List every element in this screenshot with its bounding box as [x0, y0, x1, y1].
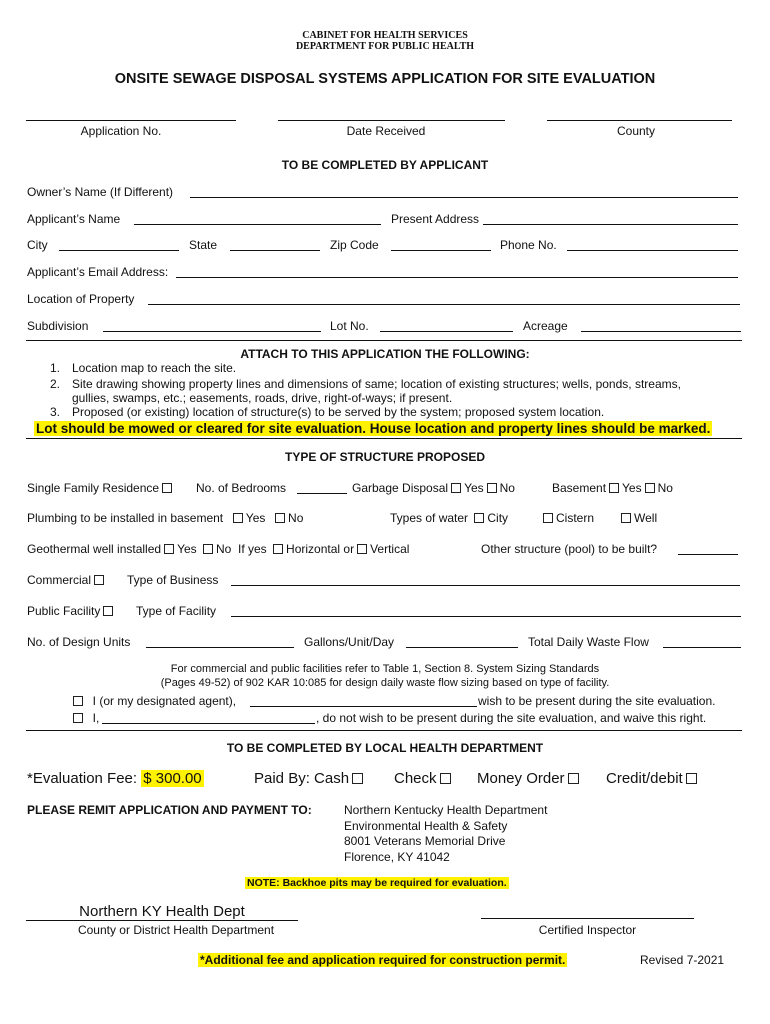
remit-line: Florence, KY 41042 — [344, 850, 450, 864]
basement-no-checkbox[interactable] — [645, 483, 655, 493]
single-family-option — [27, 481, 175, 495]
waive-present-checkbox[interactable] — [73, 713, 83, 723]
water-type-label: Types of water — [390, 511, 469, 525]
plumbing-no-checkbox[interactable] — [275, 513, 285, 523]
design-units-label: No. of Design Units — [27, 635, 131, 649]
agency-line-1: CABINET FOR HEALTH SERVICES — [302, 30, 468, 41]
horizontal-label: Horizontal — [286, 542, 341, 556]
location-input[interactable] — [148, 292, 740, 305]
sizing-note-line-2: (Pages 49-52) of 902 KAR 10:085 for design daily waste flow sizing based on type of facility. — [160, 677, 610, 689]
type-business-label: Type of Business — [127, 573, 219, 587]
wish-present-checkbox[interactable] — [73, 696, 83, 706]
plumbing-yes-checkbox[interactable] — [233, 513, 243, 523]
present-address-label: Present Address — [391, 212, 480, 226]
subdivision-input[interactable] — [103, 319, 321, 332]
type-facility-label: Type of Facility — [136, 604, 217, 618]
water-type-group — [390, 511, 508, 525]
acreage-input[interactable] — [581, 319, 741, 332]
state-label: State — [189, 238, 218, 252]
application-no-label: Application No. — [80, 124, 162, 138]
money-order-checkbox[interactable] — [568, 773, 579, 784]
single-family-checkbox[interactable] — [162, 483, 172, 493]
vertical-checkbox[interactable] — [357, 544, 367, 554]
fee-label: *Evaluation Fee: — [27, 770, 138, 787]
yes-label: Yes — [464, 481, 484, 495]
plumbing-label: Plumbing to be installed in basement — [27, 511, 224, 525]
zip-label: Zip Code — [330, 238, 379, 252]
remit-line: Environmental Health & Safety — [344, 819, 508, 833]
structure-heading: TYPE OF STRUCTURE PROPOSED — [284, 450, 486, 464]
owners-name-label: Owner’s Name (If Different) — [27, 185, 174, 199]
water-cistern-checkbox[interactable] — [543, 513, 553, 523]
applicants-name-label: Applicant’s Name — [27, 212, 121, 226]
water-city-checkbox[interactable] — [474, 513, 484, 523]
single-family-label: Single Family Residence — [27, 481, 160, 495]
commercial-checkbox[interactable] — [94, 575, 104, 585]
zip-input[interactable] — [391, 238, 491, 251]
money-order-option — [477, 770, 582, 787]
city-label: City — [27, 238, 48, 252]
state-input[interactable] — [230, 238, 320, 251]
present-option-2 — [70, 711, 99, 725]
no-label: No — [215, 542, 232, 556]
remit-line: 8001 Veterans Memorial Drive — [344, 834, 506, 848]
basement-label: Basement — [552, 481, 607, 495]
public-facility-option — [27, 604, 116, 618]
credit-option — [606, 770, 700, 787]
type-facility-input[interactable] — [231, 604, 741, 617]
remit-line: Northern Kentucky Health Department — [344, 803, 548, 817]
lot-label: Lot No. — [330, 319, 369, 333]
section-divider — [26, 730, 742, 731]
waive-text-b: , do not wish to be present during the site evaluation, and waive this right. — [316, 711, 707, 725]
check-option — [394, 770, 454, 787]
county-health-dept-value: Northern KY Health Dept — [79, 903, 245, 920]
agent-name-input[interactable] — [250, 694, 477, 707]
paid-by-label: Paid By: — [254, 770, 310, 787]
gallons-input[interactable] — [406, 635, 518, 648]
cash-checkbox[interactable] — [352, 773, 363, 784]
revision-date: Revised 7-2021 — [640, 953, 725, 967]
phone-label: Phone No. — [500, 238, 557, 252]
yes-label: Yes — [622, 481, 642, 495]
geothermal-yes-checkbox[interactable] — [164, 544, 174, 554]
county-input[interactable] — [547, 108, 732, 121]
garbage-no-checkbox[interactable] — [487, 483, 497, 493]
application-no-input[interactable] — [26, 108, 236, 121]
location-label: Location of Property — [27, 292, 135, 306]
water-cistern-label: Cistern — [556, 511, 595, 525]
additional-fee-note: *Additional fee and application required for construction permit. — [200, 953, 566, 967]
city-input[interactable] — [59, 238, 179, 251]
attach-item: Site drawing showing property lines and dimensions of same; location of existing structures; wells, ponds, streams, — [72, 377, 681, 391]
horizontal-checkbox[interactable] — [273, 544, 283, 554]
total-flow-label: Total Daily Waste Flow — [528, 635, 649, 649]
public-facility-label: Public Facility — [27, 604, 101, 618]
money-order-label: Money Order — [477, 770, 565, 787]
public-facility-checkbox[interactable] — [103, 606, 113, 616]
section-divider — [26, 438, 742, 439]
total-flow-input[interactable] — [663, 635, 741, 648]
geothermal-no-checkbox[interactable] — [203, 544, 213, 554]
health-dept-heading: TO BE COMPLETED BY LOCAL HEALTH DEPARTMENT — [226, 741, 544, 755]
design-units-input[interactable] — [146, 635, 294, 648]
water-well-label: Well — [634, 511, 658, 525]
date-received-label: Date Received — [346, 124, 426, 138]
wish-present-text-a: I (or my designated agent), — [92, 694, 237, 708]
owners-name-input[interactable] — [190, 185, 738, 198]
attach-item-continued: gullies, swamps, etc.; easements, roads, drive, right-of-ways; if present. — [72, 391, 453, 405]
cash-label: Cash — [314, 770, 350, 787]
or-label: or — [343, 542, 355, 556]
credit-checkbox[interactable] — [686, 773, 697, 784]
applicants-name-input[interactable] — [134, 212, 381, 225]
no-label: No — [288, 511, 304, 525]
garbage-yes-checkbox[interactable] — [451, 483, 461, 493]
credit-label: Credit/debit — [606, 770, 683, 787]
mowing-highlight-note: Lot should be mowed or cleared for site evaluation. House location and property lines should be marked. — [36, 421, 711, 436]
other-structure-input[interactable] — [678, 542, 738, 555]
gallons-label: Gallons/Unit/Day — [304, 635, 395, 649]
plumbing-group — [27, 511, 303, 525]
signature-line — [26, 920, 298, 921]
waive-text-a: I, — [92, 711, 100, 725]
check-checkbox[interactable] — [440, 773, 451, 784]
certified-inspector-label: Certified Inspector — [538, 923, 637, 937]
present-address-input[interactable] — [483, 212, 738, 225]
garbage-disposal-label: Garbage Disposal — [352, 481, 449, 495]
water-cistern-option — [540, 511, 594, 525]
section-divider — [26, 340, 742, 341]
basement-group — [552, 481, 673, 495]
garbage-disposal-group — [352, 481, 515, 495]
check-label: Check — [394, 770, 437, 787]
commercial-label: Commercial — [27, 573, 92, 587]
yes-label: Yes — [177, 542, 197, 556]
type-business-input[interactable] — [231, 573, 740, 586]
if-yes-label: If yes — [238, 542, 267, 556]
phone-input[interactable] — [567, 238, 738, 251]
no-label: No — [657, 481, 673, 495]
present-option-1 — [70, 694, 236, 708]
bedrooms-input[interactable] — [297, 481, 347, 494]
geothermal-label: Geothermal well installed — [27, 542, 162, 556]
water-well-checkbox[interactable] — [621, 513, 631, 523]
attach-item-num: 2. — [50, 377, 61, 391]
vertical-label: Vertical — [370, 542, 410, 556]
county-health-dept-label: County or District Health Department — [77, 923, 275, 937]
attach-item: Location map to reach the site. — [72, 361, 237, 375]
wish-present-text-b: wish to be present during the site evaluation. — [478, 694, 716, 708]
date-received-input[interactable] — [278, 108, 505, 121]
subdivision-label: Subdivision — [27, 319, 89, 333]
water-city-label: City — [487, 511, 509, 525]
attach-item-num: 3. — [50, 405, 61, 419]
attach-item-num: 1. — [50, 361, 61, 375]
fee-amount: $ 300.00 — [143, 770, 202, 787]
attach-heading: ATTACH TO THIS APPLICATION THE FOLLOWING: — [240, 347, 530, 361]
acreage-label: Acreage — [523, 319, 568, 333]
backhoe-note: NOTE: Backhoe pits may be required for evaluation. — [247, 877, 507, 889]
basement-yes-checkbox[interactable] — [609, 483, 619, 493]
fee-group — [27, 770, 204, 787]
commercial-option — [27, 573, 107, 587]
remit-label: PLEASE REMIT APPLICATION AND PAYMENT TO: — [27, 803, 312, 817]
no-label: No — [499, 481, 515, 495]
paid-by-cash — [254, 770, 366, 787]
water-well-option — [618, 511, 657, 525]
sizing-note-line-1: For commercial and public facilities refer to Table 1, Section 8. System Sizing Standards — [170, 663, 600, 675]
lot-input[interactable] — [380, 319, 513, 332]
geothermal-group — [27, 542, 409, 556]
yes-label: Yes — [245, 511, 266, 525]
agency-line-2: DEPARTMENT FOR PUBLIC HEALTH — [295, 41, 475, 52]
applicant-section-heading: TO BE COMPLETED BY APPLICANT — [281, 158, 489, 172]
other-structure-label: Other structure (pool) to be built? — [481, 542, 658, 556]
email-input[interactable] — [176, 265, 738, 278]
certified-inspector-input[interactable] — [481, 906, 694, 919]
attach-item: Proposed (or existing) location of structure(s) to be served by the system; proposed system location. — [72, 405, 605, 419]
form-title: ONSITE SEWAGE DISPOSAL SYSTEMS APPLICATION FOR SITE EVALUATION — [114, 71, 656, 87]
county-label: County — [616, 124, 656, 138]
bedrooms-label: No. of Bedrooms — [196, 481, 287, 495]
email-label: Applicant’s Email Address: — [27, 265, 169, 279]
waiver-name-input[interactable] — [102, 711, 315, 724]
